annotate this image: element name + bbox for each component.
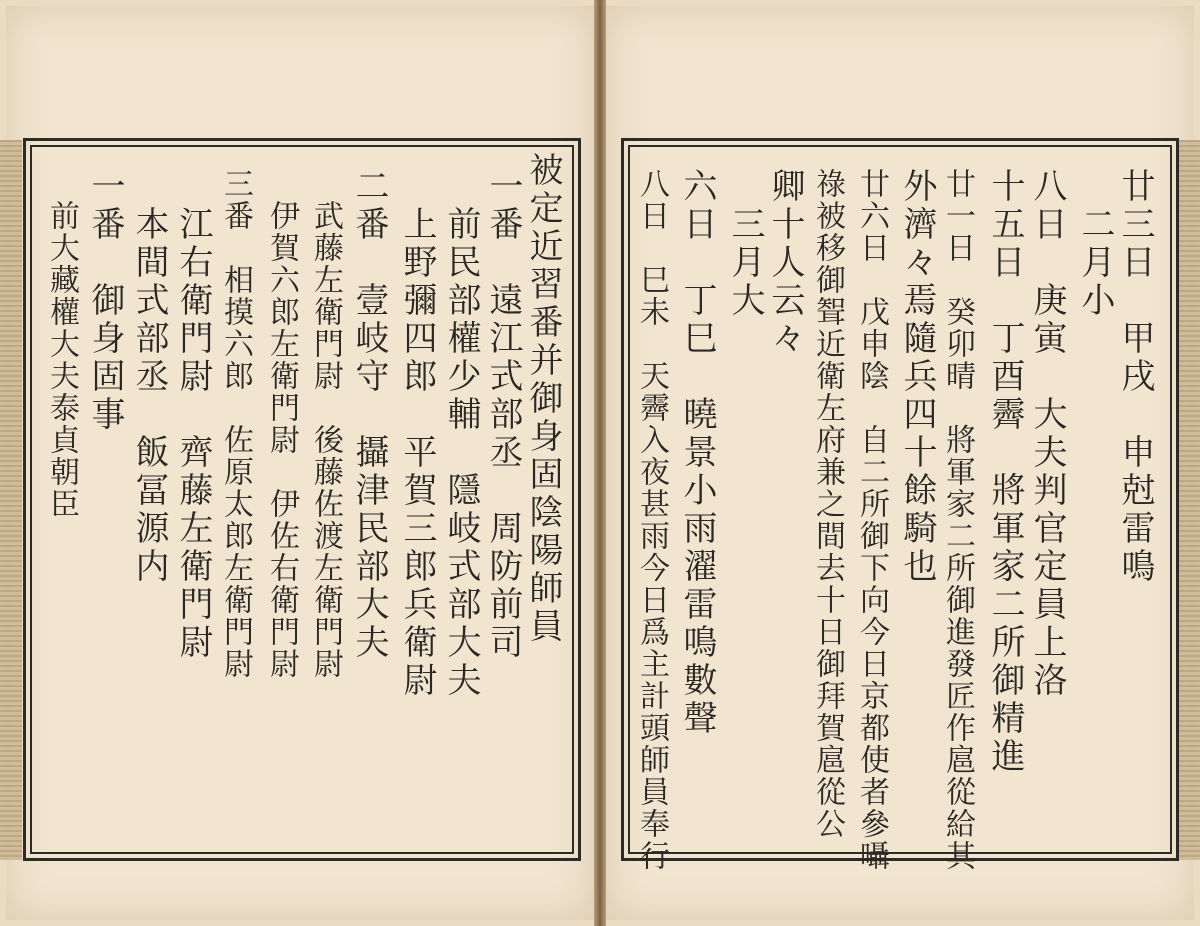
left-page-edge	[0, 140, 22, 860]
right-page-edge	[1178, 140, 1200, 860]
text-column: 八日 巳未 天霽入夜甚雨今日爲主計頭師員奉行	[634, 168, 669, 872]
text-column: 十五日 丁酉霽 將軍家二所御精進	[985, 168, 1025, 776]
text-column: 伊賀六郎左衛門尉 伊佐右衛門尉	[264, 168, 299, 680]
text-column: 前民部權少輔 隱岐式部大夫	[441, 168, 481, 700]
text-column: 本間式部丞 飯冨源内	[129, 168, 169, 586]
text-column: 一番 御身固事	[85, 168, 125, 434]
text-column: 武藤左衛門尉 後藤佐渡左衛門尉	[308, 168, 343, 680]
text-column: 外濟々焉隨兵四十餘騎也	[897, 168, 937, 586]
text-column: 廿六日 戊申陰 自二所御下向今日京都使者參囁	[854, 168, 889, 872]
text-column: 一番 遠江式部丞 周防前司	[483, 168, 523, 662]
text-column: 八日 庚寅 大夫判官定員上洛	[1027, 168, 1067, 700]
book-gutter	[594, 0, 606, 926]
text-column: 二番 壹岐守 攝津民部大夫	[349, 168, 389, 662]
text-column: 上野彌四郎 平賀三郎兵衛尉	[397, 168, 437, 700]
text-column: 廿一日 癸卯晴 將軍家二所御進發匠作扈從給其	[940, 168, 975, 872]
text-column: 前大藏權大夫泰貞朝臣	[44, 168, 79, 520]
month-heading: 三月大	[725, 168, 765, 320]
list-heading: 被定近習番并御身固陰陽師員	[523, 152, 563, 646]
text-column: 六日 丁巳 曉景小雨濯雷鳴數聲	[677, 168, 717, 738]
month-heading: 二月小	[1075, 168, 1115, 320]
text-column: 祿被移御聟近衛左府兼之間去十日御拜賀扈從公	[810, 168, 845, 840]
text-column: 三番 相摸六郎 佐原太郎左衛門尉	[218, 168, 253, 680]
text-column: 卿十人云々	[765, 168, 805, 358]
text-column: 江右衛門尉 齊藤左衛門尉	[173, 168, 213, 662]
text-column: 廿三日 甲戌 申尅雷鳴	[1115, 168, 1155, 586]
